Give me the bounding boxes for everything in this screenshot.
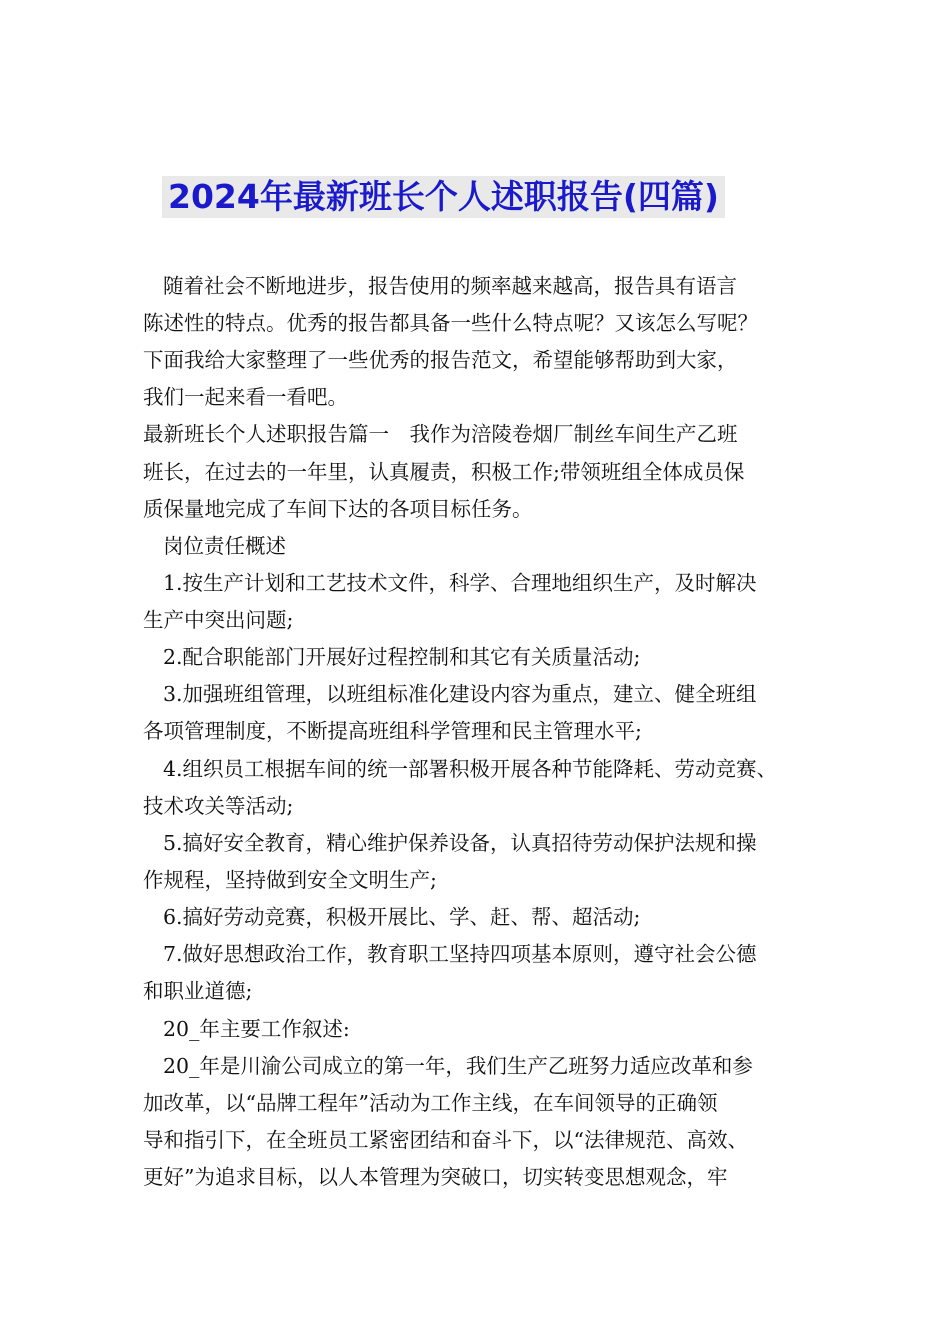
list-item-cont: 生产中突出问题; — [143, 608, 294, 632]
section-heading: 20_年主要工作叙述: — [163, 1017, 350, 1041]
list-item-cont: 各项管理制度，不断提高班组科学管理和民主管理水平; — [143, 719, 642, 743]
body-line: 20_年是川渝公司成立的第一年，我们生产乙班努力适应改革和参 — [163, 1054, 753, 1078]
list-item: 4.组织员工根据车间的统一部署积极开展各种节能降耗、劳动竞赛、 — [163, 757, 778, 781]
list-item-cont: 作规程，坚持做到安全文明生产; — [143, 868, 437, 892]
list-item: 3.加强班组管理，以班组标准化建设内容为重点，建立、健全班组 — [163, 682, 757, 706]
list-item-cont: 技术攻关等活动; — [143, 794, 294, 818]
list-item: 2.配合职能部门开展好过程控制和其它有关质量活动; — [163, 645, 641, 669]
list-item-cont: 和职业道德; — [143, 979, 253, 1003]
list-item: 5.搞好安全教育，精心维护保养设备，认真招待劳动保护法规和操 — [163, 831, 757, 855]
body-line: 更好”为追求目标，以人本管理为突破口，切实转变思想观念，牢 — [143, 1165, 728, 1189]
section-heading: 岗位责任概述 — [163, 534, 286, 558]
body-line: 质保量地完成了车间下达的各项目标任务。 — [143, 497, 533, 521]
list-item: 6.搞好劳动竞赛，积极开展比、学、赶、帮、超活动; — [163, 905, 641, 929]
body-line: 随着社会不断地进步，报告使用的频率越来越高，报告具有语言 — [163, 274, 737, 298]
document-title: 2024年最新班长个人述职报告(四篇) — [162, 176, 725, 218]
body-line: 导和指引下，在全班员工紧密团结和奋斗下，以“法律规范、高效、 — [143, 1128, 748, 1152]
body-line: 陈述性的特点。优秀的报告都具备一些什么特点呢？又该怎么写呢？ — [143, 311, 758, 335]
body-line: 加改革，以“品牌工程年”活动为工作主线，在车间领导的正确领 — [143, 1091, 718, 1115]
list-item: 1.按生产计划和工艺技术文件，科学、合理地组织生产，及时解决 — [163, 571, 757, 595]
body-line: 我们一起来看一看吧。 — [143, 385, 348, 409]
body-line: 下面我给大家整理了一些优秀的报告范文，希望能够帮助到大家， — [143, 348, 738, 372]
body-line: 班长，在过去的一年里，认真履责，积极工作;带领班组全体成员保 — [143, 460, 745, 484]
list-item: 7.做好思想政治工作，教育职工坚持四项基本原则，遵守社会公德 — [163, 942, 757, 966]
body-line: 最新班长个人述职报告篇一 我作为涪陵卷烟厂制丝车间生产乙班 — [143, 422, 738, 446]
